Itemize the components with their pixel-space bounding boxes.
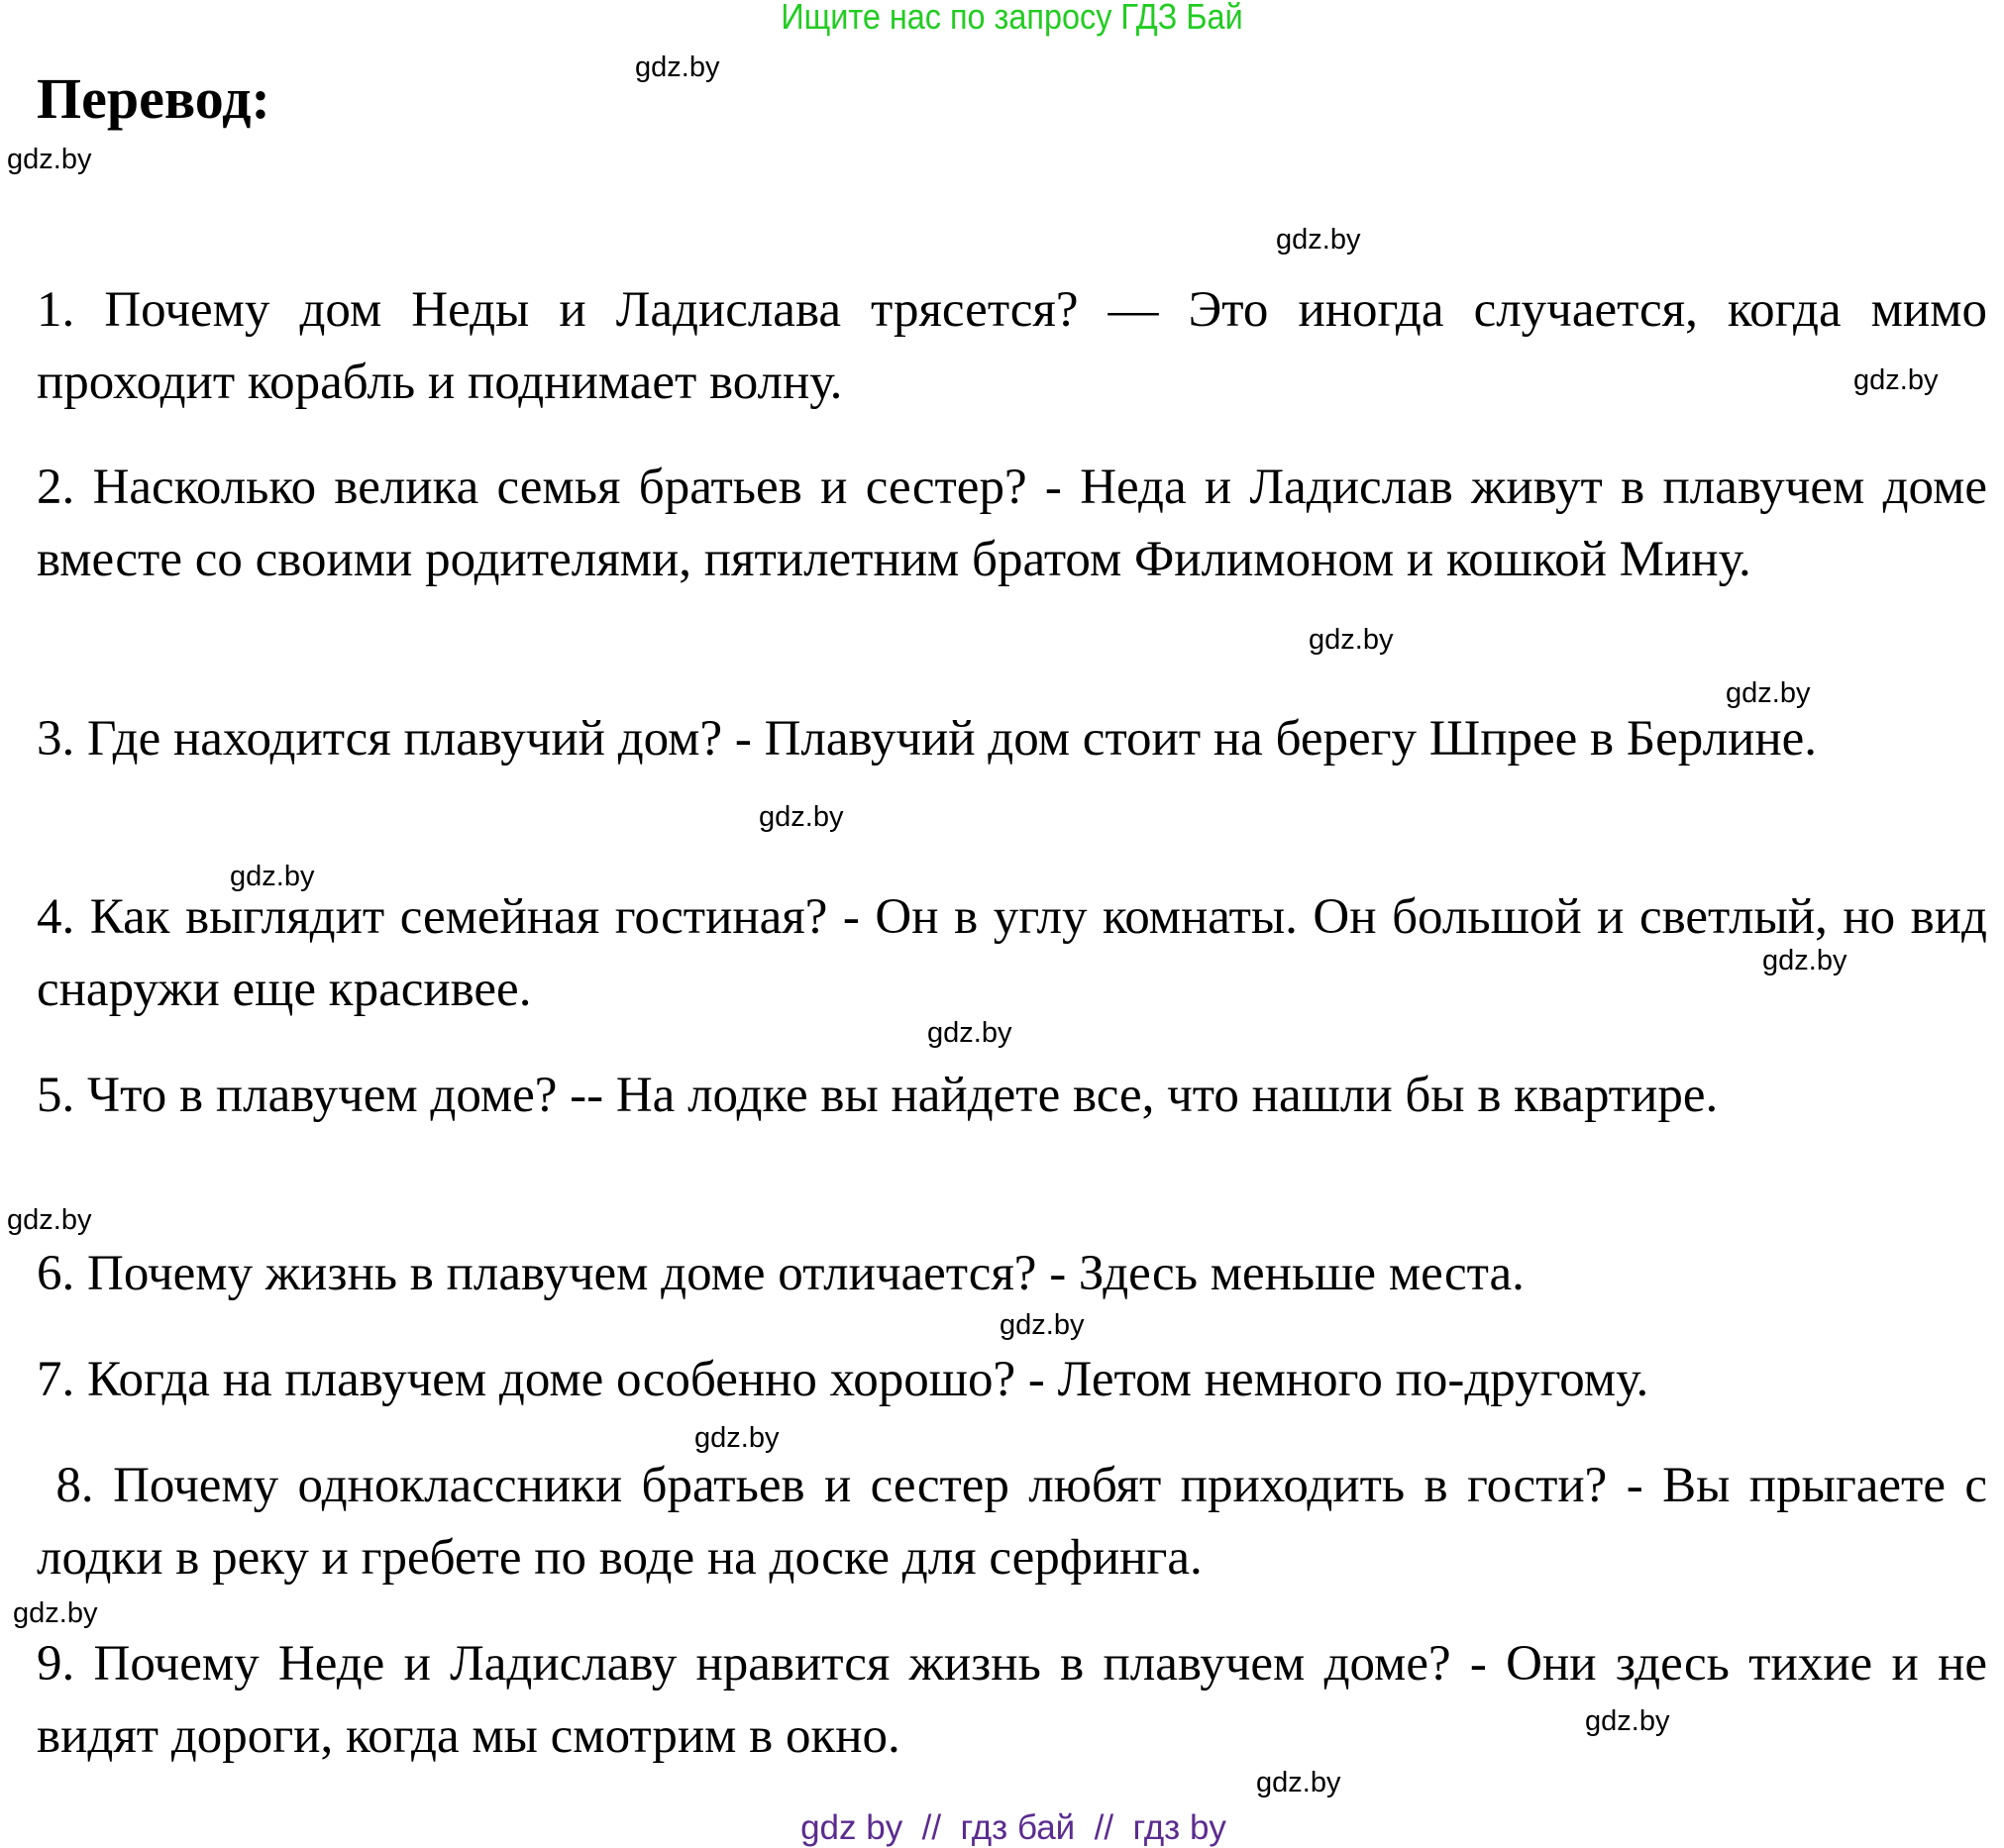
answer-item-7: 7. Когда на плавучем доме особенно хорошо? - Летом немного по-другому. — [37, 1352, 1649, 1407]
answer-item-9: 9. Почему Неде и Ладиславу нравится жизнь в плавучем доме? - Они здесь тихие и не видят дороги, когда мы смотрим в окно. — [37, 1636, 2000, 1764]
answer-item-4: 4. Как выглядит семейная гостиная? - Он в углу комнаты. Он большой и светлый, но вид снаружи еще красивее. — [37, 889, 2000, 1017]
answer-item-1: 1. Почему дом Неды и Ладислава трясется? — Это иногда случается, когда мимо проходит корабль и поднимает волну. — [37, 282, 2000, 410]
answer-item-2: 2. Насколько велика семья братьев и сестер? - Неда и Ладислав живут в плавучем доме вместе со своими родителями, пятилетним братом Филимоном и кошкой Мину. — [37, 460, 2000, 587]
watermark: gdz.by — [7, 1204, 92, 1236]
footer-watermark: gdz by // гдз бай // гдз by — [800, 1808, 1226, 1847]
search-banner: Ищите нас по запросу ГДЗ Бай — [781, 0, 1243, 37]
answer-item-5: 5. Что в плавучем доме? -- На лодке вы найдете все, что нашли бы в квартире. — [37, 1068, 1719, 1123]
watermark: gdz.by — [635, 51, 720, 83]
watermark: gdz.by — [1762, 945, 1847, 976]
watermark: gdz.by — [1000, 1309, 1085, 1341]
watermark: gdz.by — [759, 801, 844, 833]
watermark: gdz.by — [230, 861, 315, 892]
page-title: Перевод: — [37, 66, 270, 131]
watermark: gdz.by — [1309, 624, 1394, 656]
watermark: gdz.by — [1853, 364, 1939, 396]
watermark: gdz.by — [1726, 677, 1811, 709]
watermark: gdz.by — [1276, 224, 1361, 256]
watermark: gdz.by — [13, 1597, 98, 1629]
watermark: gdz.by — [1256, 1767, 1341, 1798]
answer-item-3: 3. Где находится плавучий дом? - Плавучий дом стоит на берегу Шпрее в Берлине. — [37, 711, 1818, 767]
watermark: gdz.by — [694, 1422, 780, 1454]
watermark: gdz.by — [1585, 1705, 1670, 1737]
watermark: gdz.by — [927, 1017, 1012, 1049]
answer-item-8: 8. Почему одноклассники братьев и сестер любят приходить в гости? - Вы прыгаете с лодки в реку и гребете по воде на доске для серфинга. — [37, 1458, 2000, 1586]
answer-item-6: 6. Почему жизнь в плавучем доме отличается? - Здесь меньше места. — [37, 1246, 1525, 1301]
watermark: gdz.by — [7, 144, 92, 175]
